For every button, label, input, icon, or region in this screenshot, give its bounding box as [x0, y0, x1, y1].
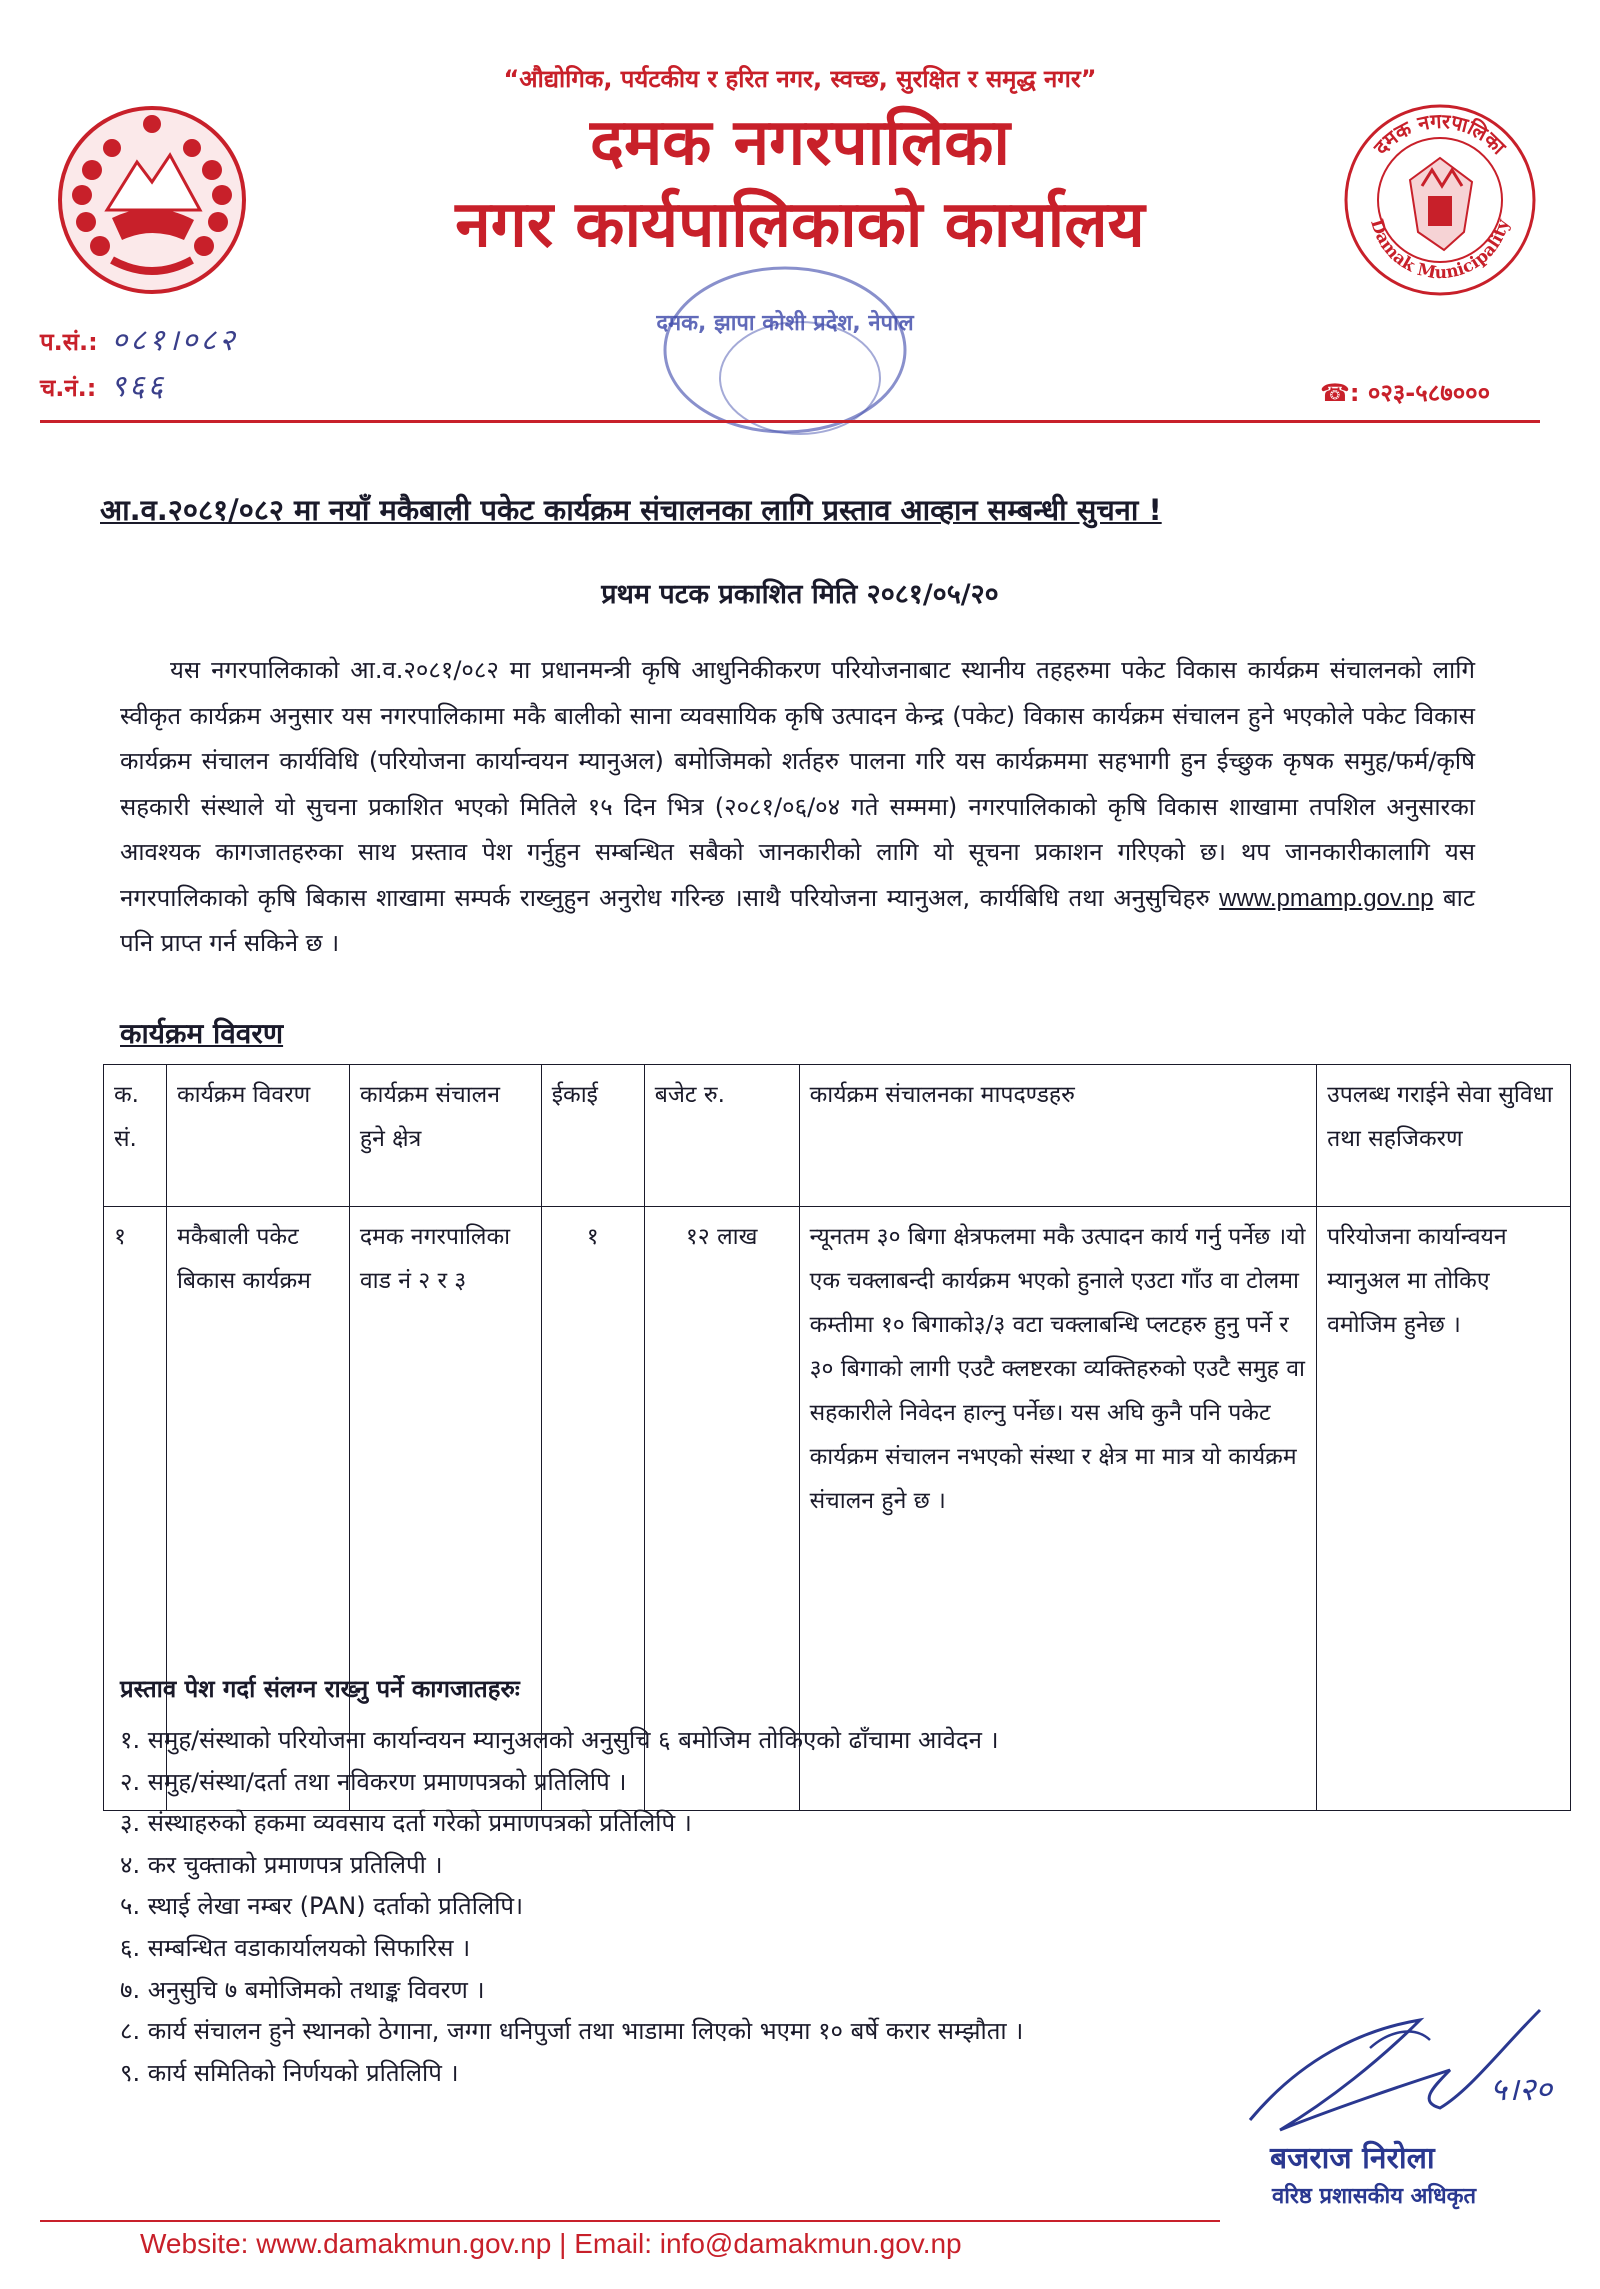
col-budget: बजेट रु. — [644, 1065, 799, 1207]
notice-body-text: यस नगरपालिकाको आ.व.२०८१/०८२ मा प्रधानमन्त्री कृषि आधुनिकीकरण परियोजनाबाट स्थानीय तहहरुमा पकेट विकास कार्यक्रम संचालनको लागि स्वीकृत कार्यक्रम अनुसार यस नगरपालिकामा मकै बालीको साना व्यवसायिक कृषि उत्पादन केन्द्र (पकेट) विकास कार्यक्रम संचालन हुने भएकोले पकेट विकास कार्यक्रम संचालन कार्यविधि (परियोजना कार्यान्वयन म्यानुअल) बमोजिमको शर्तहरु पालना गरि यस कार्यक्रममा सहभागी हुन ईच्छुक कृषक समुह/फर्म/कृषि सहकारी संस्थाले यो सुचना प्रकाशित भएको मितिले १५ दिन भित्र (२०८१/०६/०४ गते सम्ममा) नगरपालिकाको कृषि विकास शाखामा तपशिल अनुसारका आवश्यक कागजातहरुका साथ प्रस्ताव पेश गर्नुहुन सम्बन्धित सबैको जानकारीको लागि यो सूचना प्रकाशन गरिएको छ। थप जानकारीकालागि यस नगरपालिकाको कृषि बिकास शाखामा सम्पर्क राख्नुहुन अनुरोध गरिन्छ ।साथै परियोजना म्यानुअल, कार्यबिधि तथा अनुसुचिहरु — [120, 656, 1475, 912]
list-item: ५. स्थाई लेखा नम्बर (PAN) दर्ताको प्रतिलिपि। — [120, 1892, 524, 1921]
list-item: ९. कार्य समितिको निर्णयको प्रतिलिपि । — [120, 2058, 459, 2087]
signatory-name: बजराज निरोला — [1270, 2141, 1435, 2176]
list-item: ३. संस्थाहरुको हकमा व्यवसाय दर्ता गरेको प्रमाणपत्रको प्रतिलिपि । — [120, 1809, 692, 1838]
cell-area: दमक नगरपालिका वाड नं २ र ३ — [349, 1207, 541, 1811]
signatory-title: वरिष्ठ प्रशासकीय अधिकृत — [1272, 2184, 1477, 2209]
reference-line — [40, 318, 238, 359]
list-item: ४. कर चुक्ताको प्रमाणपत्र प्रतिलिपी । — [120, 1850, 443, 1879]
documents-title: प्रस्ताव पेश गर्दा संलग्न राख्नु पर्ने कागजातहरुः — [120, 1675, 520, 1703]
cell-facilities: परियोजना कार्यान्वयन म्यानुअल मा तोकिए वमोजिम हुनेछ । — [1317, 1207, 1571, 1811]
cell-serial: १ — [104, 1207, 167, 1811]
program-section-title: कार्यक्रम विवरण — [120, 1017, 284, 1050]
list-item: २. समुह/संस्था/दर्ता तथा नविकरण प्रमाणपत्रको प्रतिलिपि । — [120, 1767, 627, 1796]
table-header-row — [104, 1065, 1571, 1207]
notice-body — [120, 648, 1475, 967]
notice-title: आ.व.२०८१/०८२ मा नयाँ मकैबाली पकेट कार्यक्रम संचालनका लागि प्रस्ताव आव्हान सम्बन्धी सुचना ! — [100, 493, 1162, 527]
seal-text-top: दमक नगरपालिका — [1368, 108, 1511, 160]
dispatch-line — [40, 364, 166, 405]
cell-budget: १२ लाख — [644, 1207, 799, 1811]
reference-label: प.सं.: — [40, 328, 98, 356]
phone-number: ☎: ०२३-५८७००० — [1320, 379, 1491, 407]
cell-unit: १ — [541, 1207, 644, 1811]
reference-value: ०८१।०८२ — [111, 323, 238, 358]
seal-text-bottom: Damak Municipality — [1366, 216, 1514, 284]
col-unit: ईकाई — [541, 1065, 644, 1207]
cell-standards: न्यूनतम ३० बिगा क्षेत्रफलमा मकै उत्पादन कार्य गर्नु पर्नेछ ।यो एक चक्लाबन्दी कार्यक्रम भएको हुनाले एउटा गाँउ वा टोलमा कम्तीमा १० बिगाको३/३ वटा चक्लाबन्धि प्लटहरु हुनु पर्ने र ३० बिगाको लागी एउटै क्लष्टरका व्यक्तिहरुको एउटै समुह वा सहकारीले निवेदन हाल्नु पर्नेछ। यस अघि कुनै पनि पकेट कार्यक्रम संचालन नभएको संस्था र क्षेत्र मा मात्र यो कार्यक्रम संचालन हुने छ । — [799, 1207, 1317, 1811]
col-description: कार्यक्रम विवरण — [166, 1065, 349, 1207]
manual-link[interactable]: www.pmamp.gov.np — [1219, 884, 1434, 912]
stamp-text: दमक, झापा कोशी प्रदेश, नेपाल — [656, 311, 914, 336]
documents-list — [120, 1720, 1420, 2094]
list-item: ६. सम्बन्धित वडाकार्यालयको सिफारिस । — [120, 1933, 471, 1962]
col-serial: क. सं. — [104, 1065, 167, 1207]
dispatch-label: च.नं.: — [40, 374, 97, 402]
list-item: १. समुह/संस्थाको परियोजना कार्यान्वयन म्यानुअलको अनुसुचि ६ बमोजिम तोकिएको ढाँचामा आवेदन । — [120, 1726, 999, 1754]
organization-name: दमक नगरपालिका — [589, 106, 1011, 180]
motto: “औद्योगिक, पर्यटकीय र हरित नगर, स्वच्छ, सुरक्षित र समृद्ध नगर” — [503, 65, 1097, 93]
list-item: ७. अनुसुचि ७ बमोजिमको तथाङ्क विवरण । — [120, 1975, 485, 2004]
header-divider — [40, 420, 1540, 423]
footer-divider — [40, 2220, 1220, 2222]
cell-description: मकैबाली पकेट बिकास कार्यक्रम — [166, 1207, 349, 1811]
col-facilities: उपलब्ध गराईने सेवा सुविधा तथा सहजिकरण — [1317, 1065, 1571, 1207]
publication-date: प्रथम पटक प्रकाशित मिति २०८१/०५/२० — [601, 579, 999, 610]
signature-date: ५।२० — [1490, 2070, 1553, 2108]
list-item: ८. कार्य संचालन हुने स्थानको ठेगाना, जग्गा धनिपुर्जा तथा भाडामा लिएको भएमा १० बर्षे करार सम्झौता । — [120, 2017, 1024, 2046]
dispatch-value: ९६६ — [110, 369, 167, 404]
col-area: कार्यक्रम संचालन हुने क्षेत्र — [349, 1065, 541, 1207]
col-standards: कार्यक्रम संचालनका मापदण्डहरु — [799, 1065, 1317, 1207]
office-name: नगर कार्यपालिकाको कार्यालय — [455, 188, 1145, 262]
footer-contact: Website: www.damakmun.gov.np | Email: info@damakmun.gov.np — [140, 2228, 962, 2259]
notice-body-end: बाट पनि प्राप्त गर्न सकिने छ । — [120, 883, 1475, 957]
